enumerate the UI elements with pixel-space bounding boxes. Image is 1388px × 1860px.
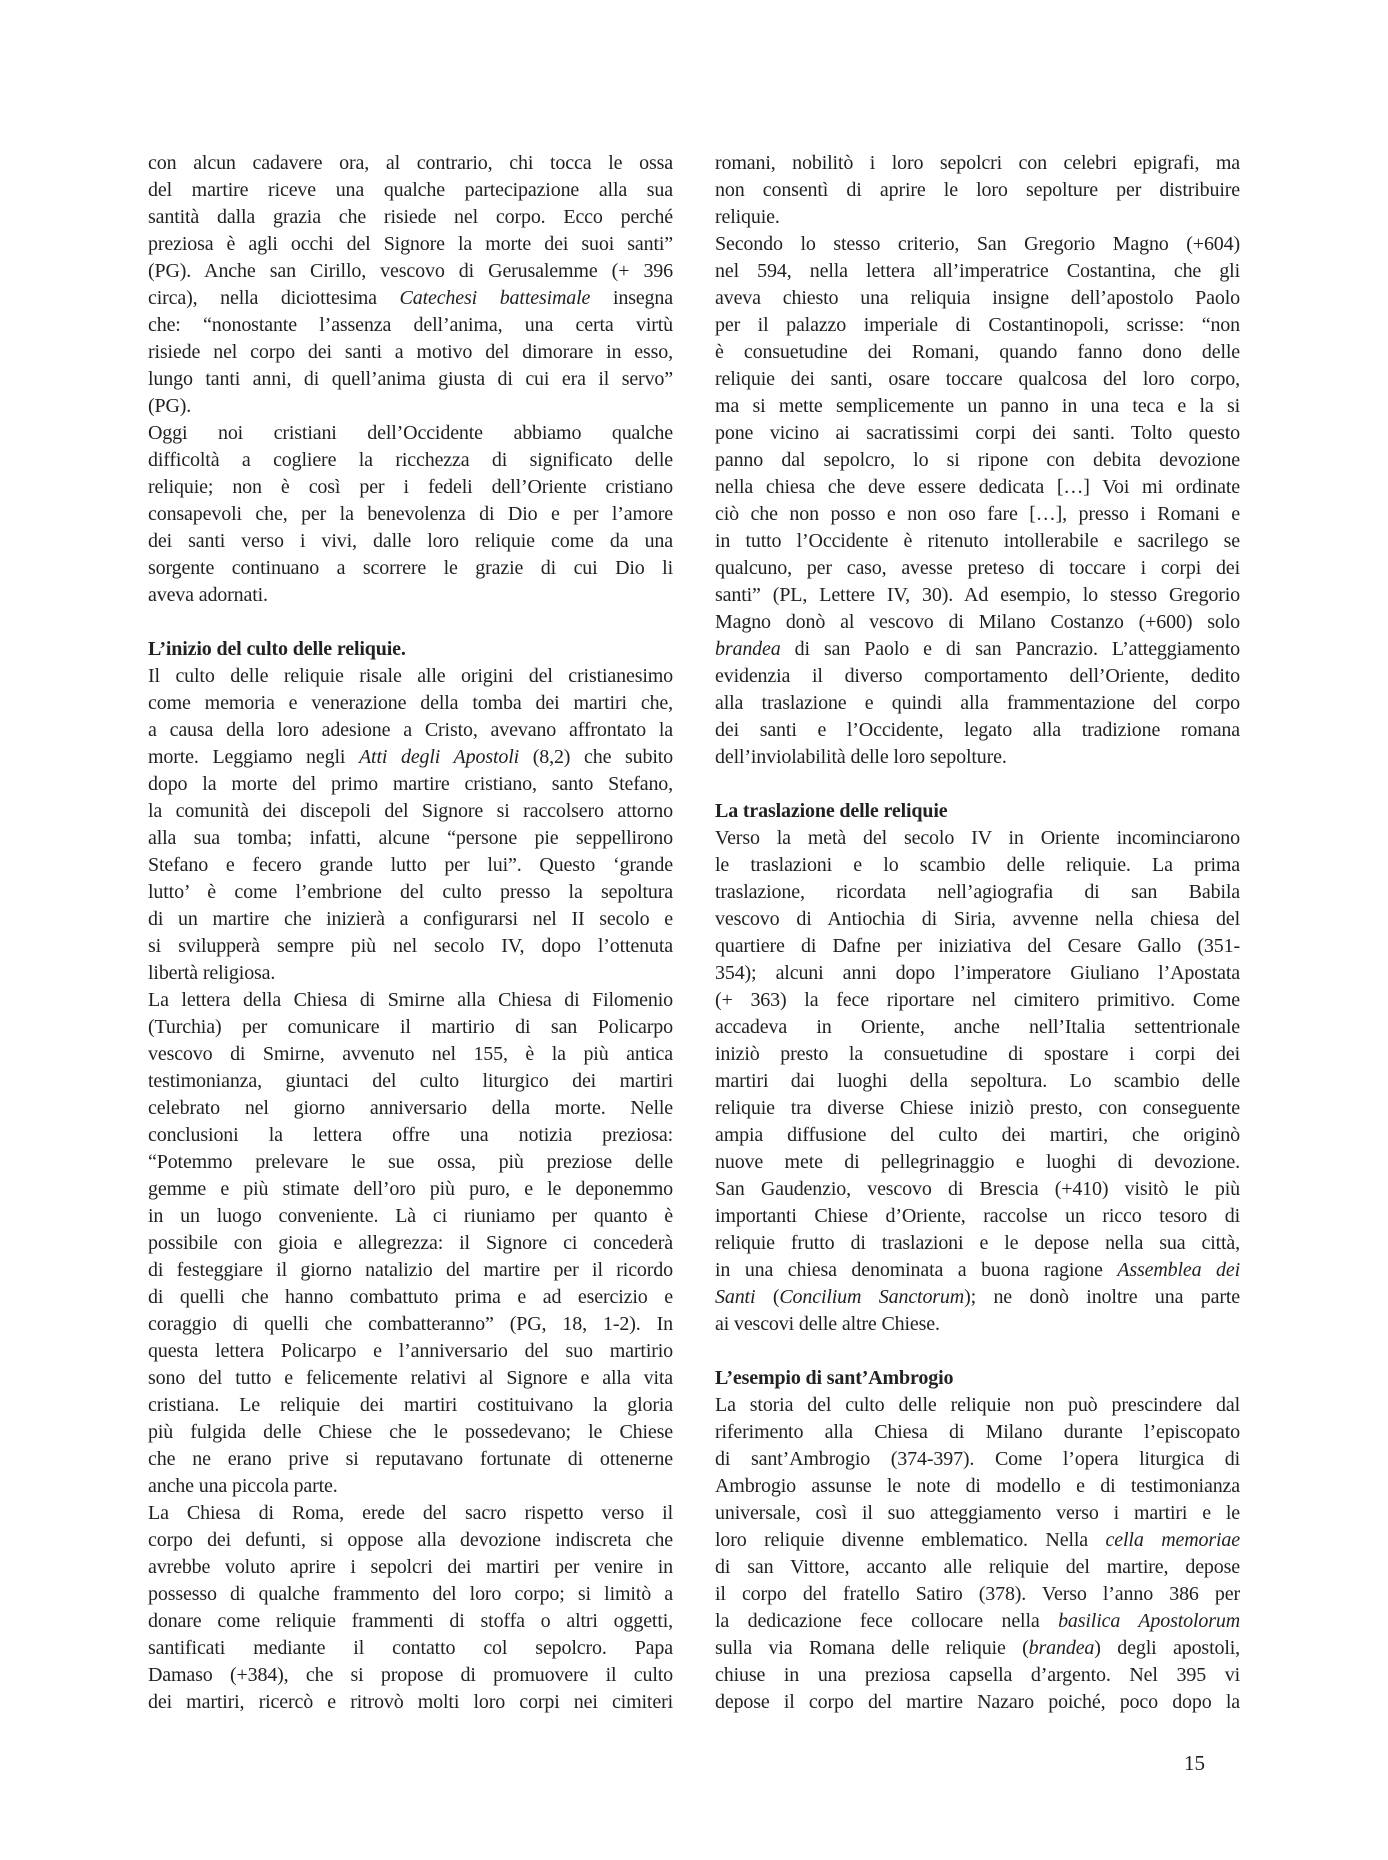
text-line [715, 1284, 1240, 1311]
text-line [148, 1689, 673, 1716]
text-run: Ambrogio assunse le note di modello e di testimonianza [715, 1475, 1240, 1497]
text-run: corpo dei defunti, si oppose alla devozione indiscreta che [148, 1529, 673, 1551]
text-run: universale, così il suo atteggiamento verso i martiri e le [715, 1502, 1240, 1524]
text-run: morte. Leggiamo negli [148, 746, 359, 768]
text-run: santi” (PL, Lettere IV, 30). Ad esempio, lo stesso Gregorio [715, 584, 1240, 606]
text-run: dei martiri, ricercò e ritrovò molti loro corpi nei cimiteri [148, 1691, 673, 1713]
paragraph [715, 825, 1240, 1338]
italic-text-run: Concilium Sanctorum [779, 1286, 965, 1308]
text-line [148, 987, 673, 1014]
text-line [148, 258, 673, 285]
text-run: di un martire che inizierà a configurarsi nel II secolo e [148, 908, 673, 930]
text-line [148, 1527, 673, 1554]
text-line [148, 717, 673, 744]
text-line [715, 1608, 1240, 1635]
text-run: del martire riceve una qualche partecipazione alla sua [148, 179, 673, 201]
text-line [715, 150, 1240, 177]
text-run: La Chiesa di Roma, erede del sacro rispetto verso il [148, 1502, 673, 1524]
text-run: di festeggiare il giorno natalizio del martire per il ricordo [148, 1259, 673, 1281]
text-line [148, 1473, 673, 1500]
text-line [148, 1230, 673, 1257]
text-run: vescovo di Smirne, avvenuto nel 155, è la più antica [148, 1043, 673, 1065]
text-run: ai vescovi delle altre Chiese. [715, 1313, 940, 1335]
text-run: cristiana. Le reliquie dei martiri costituivano la gloria [148, 1394, 673, 1416]
text-run: ); ne donò inoltre una parte [964, 1286, 1240, 1308]
text-run: nel 594, nella lettera all’imperatrice Costantina, che gli [715, 260, 1240, 282]
text-run: reliquie; non è così per i fedeli dell’Oriente cristiano [148, 476, 673, 498]
text-line [715, 609, 1240, 636]
text-run: di sant’Ambrogio (374-397). Come l’opera liturgica di [715, 1448, 1240, 1470]
text-line [715, 1176, 1240, 1203]
text-run: loro reliquie divenne emblematico. Nella [715, 1529, 1106, 1551]
text-line [148, 420, 673, 447]
text-line [148, 852, 673, 879]
text-run: di san Paolo e di san Pancrazio. L’atteggiamento [780, 638, 1240, 660]
text-line [715, 906, 1240, 933]
text-run: non consentì di aprire le loro sepolture per distribuire [715, 179, 1240, 201]
text-line [715, 1581, 1240, 1608]
text-line [715, 258, 1240, 285]
paragraph [715, 1392, 1240, 1716]
text-run: di quelli che hanno combattuto prima e ad esercizio e [148, 1286, 673, 1308]
text-column-left [148, 150, 673, 1716]
text-run: possibile con gioia e allegrezza: il Signore ci concederà [148, 1232, 673, 1254]
text-run: ma si mette semplicemente un panno in una teca e la si [715, 395, 1240, 417]
text-line [715, 447, 1240, 474]
text-run: Damaso (+384), che si propose di promuovere il culto [148, 1664, 673, 1686]
text-run: traslazione, ricordata nell’agiografia di san Babila [715, 881, 1240, 903]
text-line [715, 366, 1240, 393]
italic-text-run: brandea [715, 638, 781, 660]
text-run: Il culto delle reliquie risale alle origini del cristianesimo [148, 665, 673, 687]
text-line [148, 933, 673, 960]
text-run: santificati mediante il contatto col sepolcro. Papa [148, 1637, 673, 1659]
paragraph [148, 663, 673, 987]
text-line [715, 960, 1240, 987]
blank-line [148, 609, 673, 636]
text-line [148, 582, 673, 609]
text-line [148, 231, 673, 258]
text-line [715, 1095, 1240, 1122]
italic-text-run: brandea [1028, 1637, 1095, 1659]
text-run: pone vicino ai sacratissimi corpi dei santi. Tolto questo [715, 422, 1240, 444]
text-run: le traslazioni e lo scambio delle reliquie. La prima [715, 854, 1240, 876]
text-run: evidenzia il diverso comportamento dell’Oriente, dedito [715, 665, 1240, 687]
text-run: con alcun cadavere ora, al contrario, chi tocca le ossa [148, 152, 673, 174]
text-line [148, 1203, 673, 1230]
text-line [148, 1122, 673, 1149]
text-line [715, 177, 1240, 204]
text-line [148, 1149, 673, 1176]
text-line [148, 555, 673, 582]
text-line [715, 285, 1240, 312]
text-line [148, 285, 673, 312]
text-line [148, 1014, 673, 1041]
text-run: risiede nel corpo dei santi a motivo del dimorare in esso, [148, 341, 673, 363]
blank-line [715, 1338, 1240, 1365]
text-line [715, 663, 1240, 690]
text-line [148, 744, 673, 771]
text-run: preziosa è agli occhi del Signore la morte dei suoi santi” [148, 233, 673, 255]
text-run: qualcuno, per caso, avesse preteso di toccare i corpi dei [715, 557, 1240, 579]
text-run: dell’inviolabilità delle loro sepolture. [715, 746, 1007, 768]
text-run: la dedicazione fece collocare nella [715, 1610, 1059, 1632]
text-line [715, 1122, 1240, 1149]
text-run: aveva adornati. [148, 584, 268, 606]
text-run: come memoria e venerazione della tomba dei martiri che, [148, 692, 673, 714]
text-run: lutto’ è come l’embrione del culto presso la sepoltura [148, 881, 673, 903]
text-run: riferimento alla Chiesa di Milano durante l’episcopato [715, 1421, 1240, 1443]
text-line [148, 960, 673, 987]
text-column-right [715, 150, 1240, 1716]
section-heading: L’inizio del culto delle reliquie. [148, 638, 406, 660]
text-line [715, 420, 1240, 447]
text-run: dei santi e l’Occidente, legato alla tradizione romana [715, 719, 1240, 741]
text-line [715, 1257, 1240, 1284]
text-line [715, 1500, 1240, 1527]
page-number: 15 [1184, 1751, 1205, 1775]
text-run: La lettera della Chiesa di Smirne alla Chiesa di Filomenio [148, 989, 673, 1011]
paragraph [148, 1500, 673, 1716]
text-line [715, 987, 1240, 1014]
text-run: libertà religiosa. [148, 962, 276, 984]
text-run: San Gaudenzio, vescovo di Brescia (+410) visitò le più [715, 1178, 1240, 1200]
text-run: aveva chiesto una reliquia insigne dell’apostolo Paolo [715, 287, 1240, 309]
text-run: consapevoli che, per la benevolenza di Dio e per l’amore [148, 503, 673, 525]
text-run: insegna [590, 287, 673, 309]
text-line [148, 1068, 673, 1095]
text-line [148, 1392, 673, 1419]
text-run: per il palazzo imperiale di Costantinopoli, scrisse: “non [715, 314, 1240, 336]
text-run: Stefano e fecero grande lutto per lui”. Questo ‘grande [148, 854, 673, 876]
text-run: alla traslazione e quindi alla frammentazione del corpo [715, 692, 1240, 714]
text-run: anche una piccola parte. [148, 1475, 338, 1497]
text-run: Oggi noi cristiani dell’Occidente abbiamo qualche [148, 422, 673, 444]
text-line [148, 1500, 673, 1527]
section-heading: La traslazione delle reliquie [715, 800, 948, 822]
text-line [148, 393, 673, 420]
text-run: celebrato nel giorno anniversario della morte. Nelle [148, 1097, 673, 1119]
text-run: panno dal sepolcro, lo si ripone con debita devozione [715, 449, 1240, 471]
text-line [715, 393, 1240, 420]
text-line [148, 177, 673, 204]
text-line [715, 312, 1240, 339]
text-run: in tutto l’Occidente è ritenuto intollerabile e sacrilego se [715, 530, 1240, 552]
text-run: è consuetudine dei Romani, quando fanno dono delle [715, 341, 1240, 363]
text-run: La storia del culto delle reliquie non può prescindere dal [715, 1394, 1240, 1416]
text-line [715, 1149, 1240, 1176]
text-run: sulla via Romana delle reliquie ( [715, 1637, 1029, 1659]
text-run: nuove mete di pellegrinaggio e luoghi di devozione. [715, 1151, 1240, 1173]
text-line [148, 879, 673, 906]
text-run: 354); alcuni anni dopo l’imperatore Giuliano l’Apostata [715, 962, 1240, 984]
text-line [715, 1392, 1240, 1419]
text-line [148, 1311, 673, 1338]
text-run: gemme e più stimate dell’oro più puro, e le deponemmo [148, 1178, 673, 1200]
paragraph [148, 150, 673, 420]
text-line [715, 1527, 1240, 1554]
text-run: che ne erano prive si reputavano fortunate di ottenerne [148, 1448, 673, 1470]
text-run: depose il corpo del martire Nazaro poiché, poco dopo la [715, 1691, 1240, 1713]
text-run: vescovo di Antiochia di Siria, avvenne nella chiesa del [715, 908, 1240, 930]
text-line [715, 339, 1240, 366]
text-run: circa), nella diciottesima [148, 287, 400, 309]
text-run: coraggio di quelli che combatteranno” (PG, 18, 1-2). In [148, 1313, 673, 1335]
text-line [148, 1554, 673, 1581]
text-line [148, 1662, 673, 1689]
text-line [715, 555, 1240, 582]
text-run: Magno donò al vescovo di Milano Costanzo (+600) solo [715, 611, 1240, 633]
text-line [715, 1419, 1240, 1446]
text-run: accadeva in Oriente, anche nell’Italia settentrionale [715, 1016, 1240, 1038]
text-line [148, 1446, 673, 1473]
text-run: testimonianza, giuntaci del culto liturgico dei martiri [148, 1070, 673, 1092]
text-run: ciò che non posso e non oso fare […], presso i Romani e [715, 503, 1240, 525]
text-run: lungo tanti anni, di quell’anima giusta di cui era il servo” [148, 368, 673, 390]
text-line [148, 474, 673, 501]
text-line [715, 933, 1240, 960]
text-line [148, 1635, 673, 1662]
paragraph [715, 150, 1240, 231]
text-line [148, 1365, 673, 1392]
text-run: donare come reliquie frammenti di stoffa o altri oggetti, [148, 1610, 673, 1632]
text-run: iniziò presto la consuetudine di spostare i corpi dei [715, 1043, 1240, 1065]
text-run: quartiere di Dafne per iniziativa del Cesare Gallo (351- [715, 935, 1240, 957]
text-line [148, 1095, 673, 1122]
text-line [715, 501, 1240, 528]
text-line [148, 1284, 673, 1311]
text-run: ) degli apostoli, [1094, 1637, 1240, 1659]
text-line [715, 1203, 1240, 1230]
italic-text-run: basilica Apostolorum [1058, 1610, 1240, 1632]
text-run: difficoltà a cogliere la ricchezza di significato delle [148, 449, 673, 471]
text-line [715, 636, 1240, 663]
text-line [148, 1419, 673, 1446]
text-run: “Potemmo prelevare le sue ossa, più preziose delle [148, 1151, 673, 1173]
paragraph [148, 987, 673, 1500]
text-run: romani, nobilitò i loro sepolcri con celebri epigrafi, ma [715, 152, 1240, 174]
text-line [148, 825, 673, 852]
text-line [715, 1230, 1240, 1257]
text-line [148, 1257, 673, 1284]
text-run: reliquie frutto di traslazioni e le depose nella sua città, [715, 1232, 1240, 1254]
text-line [148, 150, 673, 177]
text-run: Verso la metà del secolo IV in Oriente incominciarono [715, 827, 1240, 849]
text-line [148, 690, 673, 717]
text-line [715, 204, 1240, 231]
text-line [715, 474, 1240, 501]
text-run: si svilupperà sempre più nel secolo IV, dopo l’ottenuta [148, 935, 673, 957]
text-run: (+ 363) la fece riportare nel cimitero primitivo. Come [715, 989, 1240, 1011]
text-run: chiuse in una preziosa capsella d’argento. Nel 395 vi [715, 1664, 1240, 1686]
text-line [148, 204, 673, 231]
text-run: importanti Chiese d’Oriente, raccolse un ricco tesoro di [715, 1205, 1240, 1227]
text-line [715, 1068, 1240, 1095]
blank-line [715, 771, 1240, 798]
text-line [715, 879, 1240, 906]
text-line [148, 771, 673, 798]
text-line [715, 825, 1240, 852]
text-line [715, 1446, 1240, 1473]
text-run: martiri dai luoghi della sepoltura. Lo scambio delle [715, 1070, 1240, 1092]
text-line [148, 1176, 673, 1203]
text-run: reliquie. [715, 206, 780, 228]
text-line [715, 1014, 1240, 1041]
text-run: ( [755, 1286, 780, 1308]
text-line [715, 690, 1240, 717]
text-line [148, 906, 673, 933]
text-run: nella chiesa che deve essere dedicata […] Voi mi ordinate [715, 476, 1240, 498]
text-run: dei santi verso i vivi, dalle loro reliquie come da una [148, 530, 673, 552]
text-line [148, 501, 673, 528]
text-line [715, 231, 1240, 258]
italic-text-run: Catechesi battesimale [399, 287, 591, 309]
text-run: (PG). Anche san Cirillo, vescovo di Gerusalemme (+ 396 [148, 260, 673, 282]
text-line [715, 744, 1240, 771]
text-run: reliquie tra diverse Chiese iniziò presto, con conseguente [715, 1097, 1240, 1119]
text-run: alla sua tomba; infatti, alcune “persone pie seppellirono [148, 827, 673, 849]
text-line [148, 663, 673, 690]
text-line [715, 1311, 1240, 1338]
text-line [715, 1689, 1240, 1716]
text-line [715, 1635, 1240, 1662]
text-run: (8,2) che subito [519, 746, 673, 768]
text-line [715, 1662, 1240, 1689]
text-run: (PG). [148, 395, 192, 417]
text-run: in un luogo conveniente. Là ci riuniamo per quanto è [148, 1205, 673, 1227]
text-line [715, 1473, 1240, 1500]
text-run: a causa della loro adesione a Cristo, avevano affrontato la [148, 719, 673, 741]
paragraph [148, 420, 673, 609]
text-run: che: “nonostante l’assenza dell’anima, una certa virtù [148, 314, 673, 336]
italic-text-run: cella memoriae [1105, 1529, 1240, 1551]
text-line [148, 312, 673, 339]
text-run: il corpo del fratello Satiro (378). Verso l’anno 386 per [715, 1583, 1240, 1605]
text-run: reliquie dei santi, osare toccare qualcosa del loro corpo, [715, 368, 1240, 390]
text-line [715, 1041, 1240, 1068]
text-line [148, 366, 673, 393]
text-run: di san Vittore, accanto alle reliquie del martire, depose [715, 1556, 1240, 1578]
text-line [148, 1041, 673, 1068]
text-run: sorgente continuano a scorrere le grazie di cui Dio li [148, 557, 673, 579]
text-line [715, 582, 1240, 609]
italic-text-run: Assemblea dei [1117, 1259, 1240, 1281]
text-line [715, 852, 1240, 879]
italic-text-run: Atti degli Apostoli [358, 746, 520, 768]
text-line [148, 798, 673, 825]
text-run: in una chiesa denominata a buona ragione [715, 1259, 1118, 1281]
text-line [148, 339, 673, 366]
text-line [148, 528, 673, 555]
text-run: Secondo lo stesso criterio, San Gregorio Magno (+604) [715, 233, 1240, 255]
text-run: santità dalla grazia che risiede nel corpo. Ecco perché [148, 206, 673, 228]
paragraph [715, 231, 1240, 771]
text-run: avrebbe voluto aprire i sepolcri dei martiri per venire in [148, 1556, 673, 1578]
section-heading: L’esempio di sant’Ambrogio [715, 1367, 954, 1389]
text-run: questa lettera Policarpo e l’anniversario del suo martirio [148, 1340, 673, 1362]
text-line [148, 1338, 673, 1365]
text-line [715, 528, 1240, 555]
text-line [148, 447, 673, 474]
text-line [148, 1581, 673, 1608]
text-run: conclusioni la lettera offre una notizia preziosa: [148, 1124, 673, 1146]
text-run: (Turchia) per comunicare il martirio di san Policarpo [148, 1016, 673, 1038]
text-run: possesso di qualche frammento del loro corpo; si limitò a [148, 1583, 673, 1605]
text-run: dopo la morte del primo martire cristiano, santo Stefano, [148, 773, 673, 795]
text-run: la comunità dei discepoli del Signore si raccolsero attorno [148, 800, 673, 822]
italic-text-run: Santi [715, 1286, 756, 1308]
text-run: sono del tutto e felicemente relativi al Signore e alla vita [148, 1367, 673, 1389]
text-run: più fulgida delle Chiese che le possedevano; le Chiese [148, 1421, 673, 1443]
text-line [715, 1554, 1240, 1581]
text-run: ampia diffusione del culto dei martiri, che originò [715, 1124, 1240, 1146]
text-line [715, 717, 1240, 744]
text-line [148, 1608, 673, 1635]
